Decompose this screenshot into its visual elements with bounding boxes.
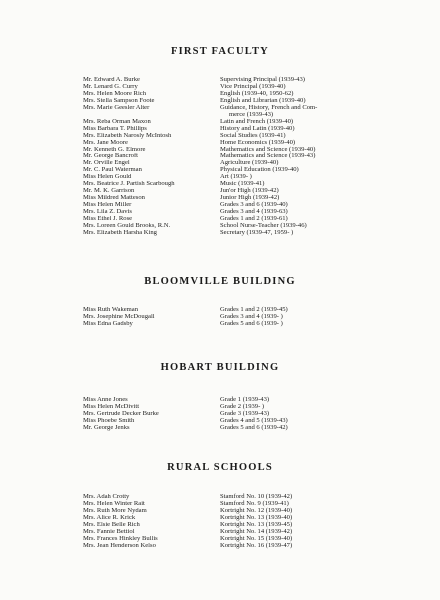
assignment-text: Physical Education (1939-40): [220, 166, 299, 174]
roster-entry: [83, 105, 413, 119]
assignment-text: History and Latin (1939-40): [220, 124, 295, 132]
staff-assignment: [220, 543, 413, 550]
assignment-text: School Nurse-Teacher (1939-46): [220, 222, 307, 230]
staff-assignment: [220, 425, 413, 432]
staff-name: Miss Edna Gadsby: [83, 320, 133, 327]
staff-name: Mr. Orville Engel: [83, 160, 130, 167]
section-heading-hobart-building: HOBART BUILDING: [160, 362, 280, 373]
section-heading-bloomville-building: BLOOMVILLE BUILDING: [144, 276, 296, 287]
assignment-text: Grades 1 and 2 (1939-45): [220, 306, 288, 313]
roster-entry: [83, 543, 413, 550]
assignment-text: Stamford No. 9 (1939-41): [220, 499, 289, 507]
roster-entry: [83, 230, 413, 237]
staff-name: Mrs. Josephine McDougall: [83, 313, 155, 320]
assignment-text: English and Librarian (1939-40): [220, 96, 306, 104]
assignment-text: Art (1939- ): [220, 173, 252, 181]
first-faculty-roster: [83, 77, 413, 237]
assignment-text: Agriculture (1939-40): [220, 159, 279, 167]
staff-name: Miss Mildred Matteson: [83, 195, 145, 202]
assignment-text: Grade 1 (1939-43): [220, 396, 270, 403]
assignment-text: Jun'or High (1939-42): [220, 187, 279, 195]
assignment-text: Kortright No. 12 (1939-40): [220, 506, 293, 514]
staff-name: Mrs. Jean Henderson Kelso: [83, 542, 156, 549]
section-heading-first-faculty: FIRST FACULTY: [171, 46, 269, 57]
hobart-building-roster: [83, 397, 413, 432]
staff-name: Mr. Edward A. Burke: [83, 77, 140, 83]
assignment-text: Mathematics and Science (1939-40): [220, 145, 316, 153]
staff-name: Mrs. Marie Geesler Alter: [83, 104, 150, 111]
assignment-text: Grade 2 (1939- ): [220, 402, 265, 410]
staff-name: Mrs. Jane Moore: [83, 139, 128, 146]
assignment-text: Kortright No. 16 (1939-47): [220, 541, 293, 549]
staff-name: Mrs. Gertrude Decker Burke: [83, 410, 159, 417]
roster-entry: [83, 321, 413, 328]
assignment-continuation: merce (1939-43): [229, 110, 274, 118]
assignment-text: Junior High (1939-42): [220, 194, 280, 202]
section-heading-rural-schools: RURAL SCHOOLS: [167, 462, 273, 473]
staff-name: Mr. C. Paul Waterman: [83, 167, 142, 174]
staff-name: Mrs. Loreen Gould Brooks, R.N.: [83, 223, 171, 230]
assignment-text: Grade 3 (1939-43): [220, 409, 270, 417]
assignment-text: Stamford No. 10 (1939-42): [220, 493, 293, 500]
assignment-text: Grades 5 and 6 (1939-42): [220, 423, 288, 431]
staff-name: Mr. M. K. Garrison: [83, 188, 135, 195]
assignment-text: Supervising Principal (1939-43): [220, 76, 305, 83]
staff-name: Mrs. Elizabeth Narosly McIntosh: [83, 132, 172, 139]
staff-name: Miss Phoebe Smith: [83, 417, 135, 424]
staff-name: Mr. Lenard G. Curry: [83, 83, 138, 90]
staff-name: Miss Helen Gould: [83, 174, 132, 181]
staff-name: Mrs. Frances Hinkley Bullis: [83, 535, 158, 542]
staff-name: Mr. Kenneth G. Elmore: [83, 146, 146, 153]
staff-name: Mr. George Jenks: [83, 424, 130, 431]
assignment-text: Kortright No. 13 (1939-40): [220, 513, 293, 521]
assignment-text: Grades 3 and 4 (1939- ): [220, 312, 283, 320]
rural-schools-roster: [83, 494, 413, 550]
assignment-text: Kortright No. 15 (1939-40): [220, 534, 293, 542]
staff-assignment: [220, 105, 413, 119]
assignment-text: Guidance, History, French and Com-: [220, 103, 318, 111]
staff-name: Mrs. Adah Crotty: [83, 494, 130, 500]
assignment-text: Grades 5 and 6 (1939- ): [220, 319, 283, 327]
staff-name: Mrs. Beatrice J. Partish Scarbough: [83, 181, 175, 188]
assignment-text: Home Economics (1939-40): [220, 138, 296, 146]
staff-assignment: [220, 230, 413, 237]
assignment-text: Grades 1 and 2 (1939-61): [220, 215, 288, 223]
assignment-text: Mathematics and Science (1939-43): [220, 152, 316, 160]
staff-name: Mrs. Stella Sampson Foote: [83, 97, 155, 104]
staff-name: Mrs. Ruth More Nydam: [83, 507, 147, 514]
assignment-text: Latin and French (1939-40): [220, 117, 294, 125]
staff-name: Mrs. Elsie Belle Rich: [83, 521, 140, 528]
staff-name: Mrs. Elizabeth Harsha King: [83, 229, 157, 236]
staff-name: Mr. George Bancroft: [83, 153, 138, 160]
assignment-text: Grades 3 and 4 (1939-63): [220, 208, 288, 216]
assignment-text: Secretary (1939-47, 1959- ): [220, 228, 294, 236]
staff-name: Miss Helen Miller: [83, 202, 132, 209]
bloomville-building-roster: [83, 307, 413, 328]
assignment-text: Grades 3 and 6 (1939-40): [220, 201, 288, 209]
staff-name: Mrs. Alice R. Krick: [83, 514, 136, 521]
assignment-text: English (1939-40, 1950-62): [220, 89, 294, 97]
assignment-text: Kortright No. 13 (1939-45): [220, 520, 293, 528]
assignment-text: Kortright No. 14 (1939-42): [220, 527, 293, 535]
staff-name: Mrs. Helen Winter Rait: [83, 500, 145, 507]
staff-name: Mrs. Reba Orman Maxon: [83, 118, 151, 125]
staff-name: Mrs. Helen Moore Rich: [83, 90, 146, 97]
assignment-text: Social Studies (1939-41): [220, 131, 286, 139]
staff-name: Miss Barbara T. Phillips: [83, 125, 147, 132]
assignment-text: Vice Principal (1939-40): [220, 82, 286, 90]
assignment-text: Music (1939-41): [220, 180, 265, 188]
staff-assignment: [220, 321, 413, 328]
assignment-text: Grades 4 and 5 (1939-43): [220, 416, 288, 424]
staff-name: Miss Helen McDivitt: [83, 403, 140, 410]
staff-name: Miss Ethel J. Rose: [83, 216, 133, 223]
staff-name: Miss Ruth Wakeman: [83, 307, 139, 313]
staff-name: Mrs. Lila Z. Davis: [83, 209, 132, 216]
roster-entry: [83, 425, 413, 432]
staff-name: Miss Anne Jones: [83, 397, 128, 403]
staff-name: Mrs. Fannie Bettiol: [83, 528, 135, 535]
